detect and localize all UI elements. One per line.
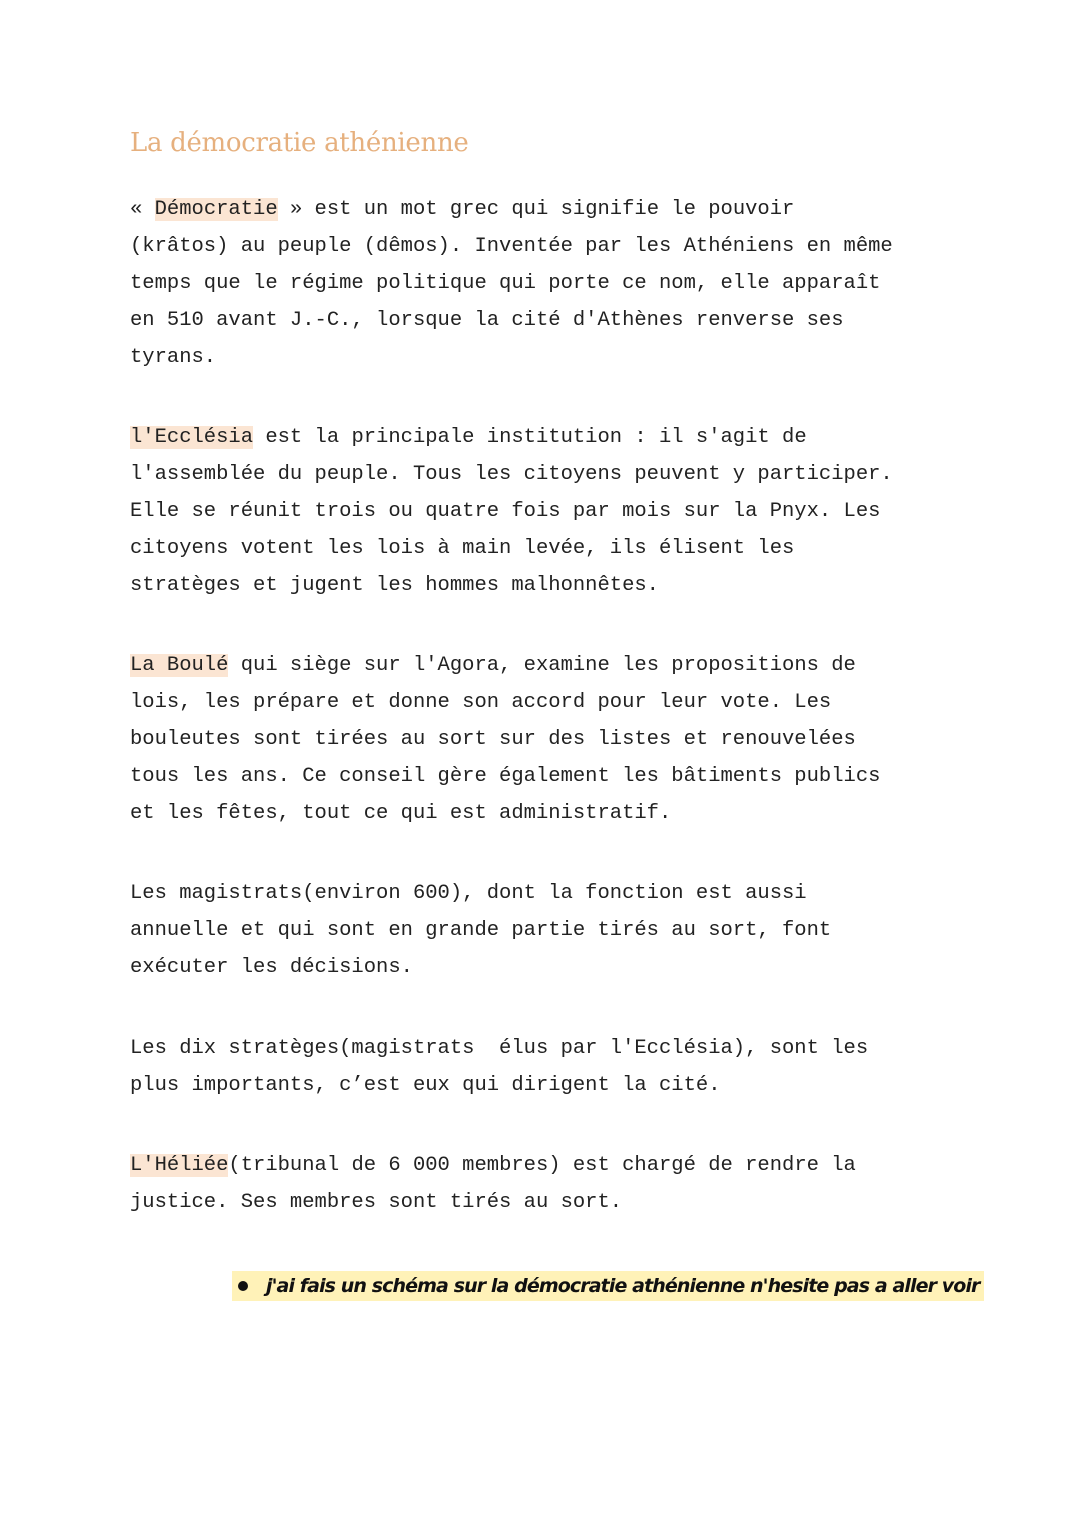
paragraph-text: est la principale institution : il s'agit de l'assemblée du peuple. Tous les citoyens peuvent y participer. Elle se réunit trois ou quatre fois par mois sur la Pnyx. Les citoyens votent les lois à main levée, ils élisent les stratèges et jugent les hommes malhonnêtes.: [130, 426, 893, 597]
highlighted-term-heliee: L'Héliée: [130, 1154, 229, 1177]
paragraph-boule: [130, 647, 960, 832]
highlighted-note: [232, 1271, 984, 1301]
paragraph-ecclesia: [130, 419, 960, 604]
paragraph-text: Les dix stratèges(magistrats élus par l'Ecclésia), sont les plus importants, c’est eux qui dirigent la cité.: [130, 1037, 869, 1097]
page-title: La démocratie athénienne: [130, 128, 469, 158]
note-text: j'ai fais un schéma sur la démocratie athénienne n'hesite pas a aller voir: [266, 1275, 980, 1297]
paragraph-text: (tribunal de 6 000 membres) est chargé de rendre la justice. Ses membres sont tirés au sort.: [130, 1154, 856, 1214]
paragraph-heliee: [130, 1147, 960, 1221]
highlighted-term-boule: La Boulé: [130, 654, 229, 677]
paragraph-text: Les magistrats(environ 600), dont la fonction est aussi annuelle et qui sont en grande partie tirés au sort, font exécuter les décisions.: [130, 882, 832, 979]
paragraph-text: qui siège sur l'Agora, examine les propositions de lois, les prépare et donne son accord pour leur vote. Les bouleutes sont tirées au sort sur des listes et renouvelées tous les ans. Ce conseil gère également les bâtiments publics et les fêtes, tout ce qui est administratif.: [130, 654, 881, 825]
paragraph-democratie: [130, 191, 960, 376]
paragraph-strateges: [130, 1030, 960, 1104]
paragraph-text: » est un mot grec qui signifie le pouvoir (krâtos) au peuple (dêmos). Inventée par les Athéniens en même temps que le régime politique qui porte ce nom, elle apparaît en 510 avant J.-C., lorsque la cité d'Athènes renverse ses tyrans.: [130, 198, 893, 369]
paragraph-magistrats: [130, 875, 960, 986]
highlighted-term-democratie: Démocratie: [154, 198, 278, 221]
paragraph-prefix: «: [130, 198, 155, 221]
highlighted-term-ecclesia: l'Ecclésia: [130, 426, 254, 449]
bullet-icon: [238, 1281, 248, 1291]
